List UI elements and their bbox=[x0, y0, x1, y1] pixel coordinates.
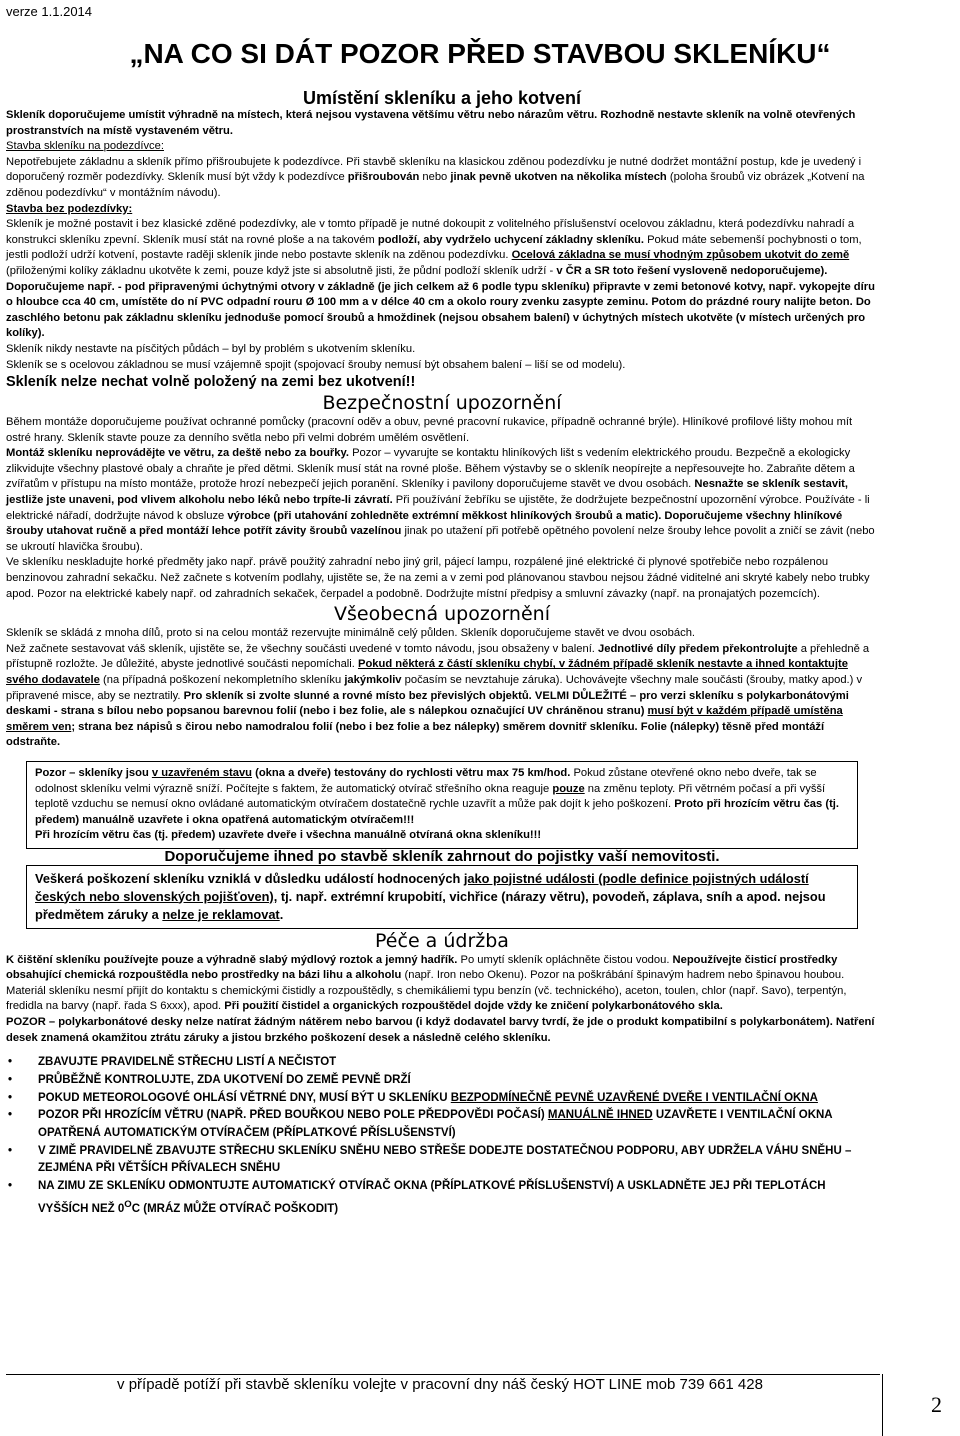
section-title-placement: Umístění skleníku a jeho kotvení bbox=[302, 88, 582, 108]
page-number: 2 bbox=[931, 1392, 942, 1417]
bullet-icon: • bbox=[8, 1180, 13, 1193]
insurance-recommendation: Doporučujeme ihned po stavbě skleník zahrnout do pojistky vaší nemovitosti. bbox=[164, 847, 720, 865]
footer-hotline: v případě potíží při stavbě skleníku volejte v pracovní dny náš český HOT LINE mob 739 661 428 bbox=[117, 1376, 763, 1393]
paragraph-steel-base: Skleník se s ocelovou základnou se musí vzájemně spojit (spojovací šrouby nemusí být obsahem balení – liší se od modelu). bbox=[6, 358, 626, 371]
bullet-icon: • bbox=[8, 1073, 13, 1086]
list-item: • PRŮBĚŽNĚ KONTROLUJTE, ZDA UKOTVENÍ DO ZEMĚ PEVNĚ DRŽÍ bbox=[6, 1072, 878, 1090]
subheading-with-base: Stavba skleníku na podezdívce: bbox=[6, 140, 164, 153]
paragraph-with-base: Nepotřebujete základnu a skleník přímo přišroubujete k podezdívce. Při stavbě skleníku na klasickou zděnou podezdívku je nutné dodržet montážní postup, kde je uvedený i doporučený rozměr podezdívky. Skleník musí být vždy k podezdívce přišroubován nebo jinak pevně ukotven na několika místech (poloha šroubů viz obrázek „Kotvení na zděnou podezdívku“ v montážním návodu). bbox=[6, 155, 865, 199]
version-label: verze 1.1.2014 bbox=[6, 4, 93, 19]
care-paragraph-2: POZOR – polykarbonátové desky nelze natírat žádným nátěrem nebo barvou (i když dodavatel barvy tvrdí, že jde o produkt kompatibilní s polykarbonátem). Natření desek znamená okamžitou ztrátu záruky a jistou brzkého poškození desek a následně celého skleníku. bbox=[6, 1015, 875, 1044]
section-title-general: Všeobecná upozornění bbox=[334, 603, 550, 626]
list-item: • NA ZIMU ZE SKLENÍKU ODMONTUJTE AUTOMATICKÝ OTVÍRAČ OKNA (PŘÍPLATKOVÉ PŘÍSLUŠENSTVÍ) A USKLADNĚTE JEJ PŘI TEPLOTÁCH VYŠŠÍCH NEŽ $0^OC$ (MRÁZ MŮŽE OTVÍRAČ POŠKODIT) bbox=[8, 1180, 826, 1215]
care-paragraph-1: K čištění skleníku používejte pouze a výhradně slabý mýdlový roztok a jemný hadřík. Po umytí skleník opláchněte čistou vodou. Nepoužívejte čisticí prostředky obsahující chemická rozpouštědla nebo prostředky na bázi lihu a alkoholu (např. Iron nebo Okenu). Pozor na poškrábání špinavým hadrem nebo špinavou houbou. Materiál skleníku nesmí přijít do kontaktu s chemickými čistidly a rozpouštědly, s chemikáliemi typu benzín (vč. technického), aceton, toulen, chlor (např. Savo), terpentýn, fredidla na barvy (např. řada S 6xxx), apod. Při použití čistidel a organických rozpouštědel dojde vždy ke zničení polykarbonátového skla. bbox=[6, 953, 847, 1013]
list-item: • ZBAVUJTE PRAVIDELNĚ STŘECHU LISTÍ A NEČISTOT bbox=[6, 1054, 878, 1072]
subheading-without-base: Stavba bez podezdívky: bbox=[6, 202, 133, 215]
care-list bbox=[6, 1054, 878, 1218]
anchoring-warning: Skleník nelze nechat volně položený na zemi bez ukotvení!! bbox=[6, 374, 416, 391]
safety-paragraph-2: Montáž skleníku neprovádějte ve větru, za deště nebo za bouřky. Pozor – vyvarujte se kontaktu hliníkových lišt s vedením elektrického proudu. Bezpečně a ekologicky zlikvidujte všechny plastové obaly a chraňte je před dětmi. Skleník musí stát na rovné ploše. Během výstavby se o skleník neopírejte a nepřesouvejte ho. Zabraňte dětem a zvířatům v přístupu na místo montáže, protože hrozí nebezpečí jejich poranění. Skleníky i pavilony doporučujeme stavět ve dvou osobách. Nesnažte se skleník sestavit, jestliže jste unaveni, pod vlivem alkoholu nebo léků nebo trpíte-li závratí. Při používání žebříku se ujistěte, že dodržujete bezpečnostní upozornění výrobce. Používáte - li elektrické nářadí, dodržujte návod k obsluze výrobce (při utahování zohledněte extrémní měkkost hliníkových šroubů a matic). Doporučujeme všechny hliníkové šrouby utahovat ručně a před montáží lehce potřít závity šroubů vazelínou jinak po utažení při potřebě opětného povolení nelze šrouby lehce povolit a zničí se závit (nebo se ukroutí hlavička šroubu). bbox=[6, 447, 875, 553]
section-title-care: Péče a údržba bbox=[375, 929, 509, 952]
safety-paragraph-1: Během montáže doporučujeme používat ochranné pomůcky (pracovní oděv a obuv, pevné pracovní rukavice, případně ochranné brýle). Hliníkové profilové lišty mohou mít ostré hrany. Skleník stavte pouze za denního světla nebo při velmi dobrém umělém osvětlení. bbox=[6, 416, 853, 444]
paragraph-recommendation: Doporučujeme např. - pod připravenými úchytnými otvory v základně (je jich celkem až 6 podle typu skleníku) připravte v zemi betonové kotvy, např. vykopejte díru o hloubce cca 40 cm, umístěte do ní PVC odpadní rouru Ø 100 mm a v délce 40 cm a okolo roury zvenku zasypte zeminu. Potom do prázdné roury nalijte beton. Do zaschlého betonu pak základnu skleníku jednoduše pomocí šroubů a hmoždinek (nejsou obsahem balení) v úchytných místech ukotvěte (v místech určených pro kolíky). bbox=[6, 280, 875, 340]
bullet-icon: • bbox=[8, 1091, 13, 1104]
general-paragraph-2: Než začnete sestavovat váš skleník, ujistěte se, že všechny součásti uvedené v tomto návodu, jsou obsaženy v balení. Jednotlivé díly předem překontrolujte a přehledně a přístupně rozložte. Je důležité, abyste jednotlivé součásti nepomíchali. Pokud některá z částí skleníku chybí, v žádném případě skleník nestavte a ihned kontaktujte svého dodavatele (na případná poškození nekompletního skleníku jakýmkoliv počasím se nevztahuje záruka). Uchovávejte všechny male součásti (šrouby, matky apod.) v připravené misce, aby se neztratily. Pro skleník si zvolte slunné a rovné místo bez převislých objektů. VELMI DŮLEŽITÉ – pro verzi skleníku s polykarbonátovými deskami - strana s bílou nebo popsanou barevnou folií (nebo i bez folie, ale s nálepkou označující UV chráněnou stranu) musí být v každém případě umístěna směrem ven; strana bez nápisů s čirou nebo namodralou folií (nebo i bez folie a bez nálepky) směrem dovnitř skleníku. Folie (nálepky) těsně před montáží odstraňte. bbox=[6, 642, 870, 749]
document-body bbox=[6, 88, 878, 1218]
placement-lead: Skleník doporučujeme umístit výhradně na místech, která nejsou vystavena většímu větru nebo nárazům větru. Rozhodně nestavte skleník na volně otevřených prostranstvích na místě vystaveném větru. bbox=[6, 109, 856, 137]
bullet-icon: • bbox=[8, 1056, 13, 1069]
list-item: • V ZIMĚ PRAVIDELNĚ ZBAVUJTE STŘECHU SKLENÍKU SNĚHU NEBO STŘEŠE DODEJTE DOSTATEČNOU PODPORU, ABY UDRŽELA VÁHU SNĚHU – ZEJMÉNA PŘI VĚTŠÍCH PŘÍVALECH SNĚHU bbox=[8, 1144, 852, 1175]
section-title-safety: Bezpečnostní upozornění bbox=[322, 392, 562, 415]
safety-paragraph-3: Ve skleníku neskladujte horké předměty jako např. právě použitý zahradní nebo jiný gril, pájecí lampu, rozpálené jiné elektrické či plynové spotřebiče nebo rozpálenou benzinovou zahradní sekačku. Než začnete s kotvením podlahy, ujistěte se, že na zemi a v zemi pod plánovanou stavbou nejsou žádné viditelné ani skryté kabely nebo trubky apod. Pozor na elektrické kabely např. od zahradních sekaček, čerpadel a podobně. Dodržujte místní předpisy a smluvní závazky (např. na pronajatých pozemcích). bbox=[6, 556, 870, 600]
paragraph-sandy-soil: Skleník nikdy nestavte na písčitých půdách – byl by problém s ukotvením skleníku. bbox=[6, 342, 416, 355]
page-number-divider bbox=[882, 1374, 884, 1436]
list-item: • POZOR PŘI HROZÍCÍM VĚTRU (NAPŘ. PŘED BOUŘKOU NEBO POLE PŘEDPOVĚDI POČASÍ) MANUÁLNĚ IHNED UZAVŘETE I VENTILAČNÍ OKNA OPATŘENÁ AUTOMATICKÝM OTVÍRAČEM (PŘÍPLATKOVÉ PŘÍSLUŠENSTVÍ) bbox=[8, 1109, 833, 1139]
insurance-box: Veškerá poškození skleníku vzniklá v důsledku událostí hodnocených jako pojistné události (podle definice pojistných událostí českých nebo slovenských pojišťoven), tj. např. extrémní krupobití, vichřice (nárazy větru), povodeň, záplava, sníh a apod. nejsou předmětem záruky a nelze je reklamovat. bbox=[26, 865, 858, 929]
footer-divider bbox=[6, 1374, 880, 1375]
paragraph-without-base: Skleník je možné postavit i bez klasické zděné podezdívky, ale v tomto případě je nutné dokoupit z volitelného příslušenství ocelovou základnu, která podezdívku nahradí a konstrukci skleníku zpevní. Skleník musí stát na rovné ploše a na takovém podloží, aby vydrželo uchycení základny skleníku. Pokud máte sebemenší pochybnosti o tom, jestli podloží udrží kotvení, postavte raději skleník jinde nebo postavte skleník na zděnou podezdívku. Ocelová základna se musí vhodným způsobem ukotvit do země (přiloženými kolíky základnu ukotvěte k zemi, pouze když jste si absolutně jisti, že půdní podloží skleník udrží - v ČR a SR toto řešení vysloveně nedoporučujeme). bbox=[6, 218, 862, 277]
wind-warning-box: Pozor – skleníky jsou v uzavřeném stavu (okna a dveře) testovány do rychlosti větru max 75 km/hod. Pokud zůstane otevřené okno nebo dveře, tak se odolnost skleníku velmi výrazně sníží. Počítejte s faktem, že automatický otvírač střešního okna reaguje pouze na změnu teploty. Při větrném počasí a při vyšší teplotě vzduchu se nemusí okno ovládané automatickým otvíračem dostatečně rychle uzavřít a může pak dojít k jeho poškození. Proto při hrozícím větru čas (tj. předem) manuálně uzavřete i okna opatřená automatickým otvíračem!!! Při hrozícím větru čas (tj. předem) uzavřete dveře i všechna manuálně otvíraná okna skleníku!!! bbox=[26, 761, 858, 849]
general-paragraph-1: Skleník se skládá z mnoha dílů, proto si na celou montáž rezervujte minimálně celý půlden. Skleník doporučujeme stavět ve dvou osobách. bbox=[6, 627, 696, 640]
bullet-icon: • bbox=[8, 1144, 13, 1157]
page-title: „NA CO SI DÁT POZOR PŘED STAVBOU SKLENÍKU“ bbox=[129, 38, 831, 69]
list-item: • POKUD METEOROLOGOVÉ OHLÁSÍ VĚTRNÉ DNY, MUSÍ BÝT U SKLENÍKU BEZPODMÍNEČNĚ PEVNĚ UZAVŘENÉ DVEŘE I VENTILAČNÍ OKNA bbox=[6, 1090, 878, 1108]
bullet-icon: • bbox=[8, 1109, 13, 1122]
